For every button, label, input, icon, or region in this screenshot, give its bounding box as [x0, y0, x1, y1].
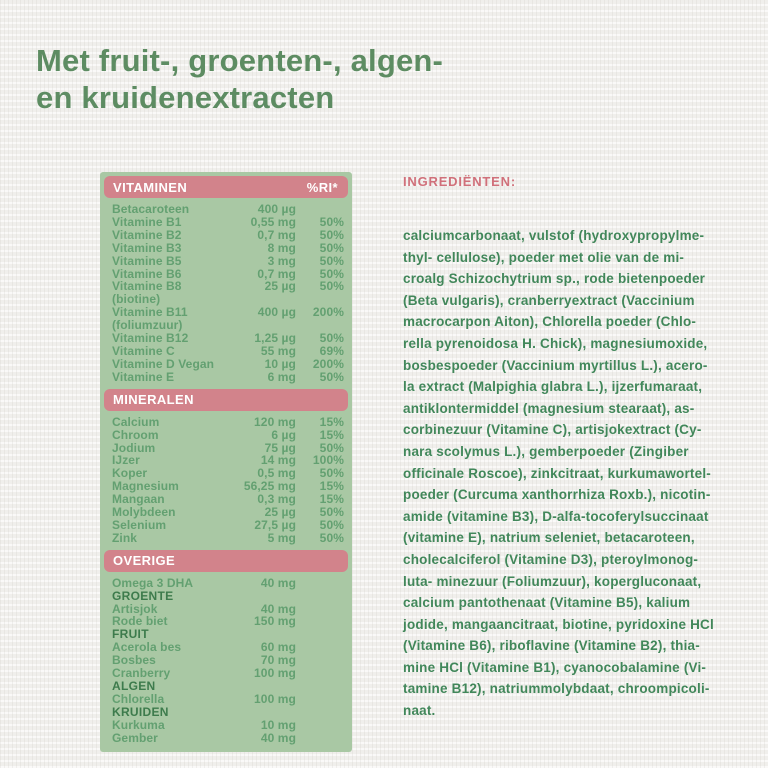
row-amount: 25 µg: [264, 505, 296, 520]
row-amount: 6 mg: [267, 369, 296, 384]
ingredients-line: luta- minezuur (Foliumzuur), kopergluconaat,: [403, 573, 702, 589]
row-amount: 40 mg: [260, 601, 296, 616]
row-amount: 0,3 mg: [257, 492, 296, 507]
row-name: Vitamine B11 (foliumzuur): [112, 305, 188, 333]
row-ri: [296, 203, 344, 216]
row-name: Cranberry: [112, 666, 171, 681]
section-header-vitaminen: [104, 176, 348, 198]
row-amount: 120 mg: [254, 414, 296, 429]
row-ri: 50%: [319, 505, 344, 520]
table-subheader-row: [100, 590, 352, 603]
table-row: [100, 216, 352, 229]
row-ri: [296, 667, 344, 680]
row-ri: 50%: [319, 227, 344, 242]
row-ri: 50%: [319, 517, 344, 532]
row-name: Rode biet: [112, 614, 168, 629]
row-amount: 25 µg: [264, 279, 296, 294]
table-row: [100, 203, 352, 216]
section-rows: [100, 572, 352, 748]
row-ri: 200%: [312, 305, 344, 320]
row-name: Koper: [112, 466, 148, 481]
row-amount: [216, 590, 296, 603]
row-name: GROENTE: [112, 588, 174, 603]
row-name: Vitamine B3: [112, 240, 182, 255]
row-ri: [296, 719, 344, 732]
row-amount: 400 µg: [257, 305, 296, 320]
row-amount: 60 mg: [260, 640, 296, 655]
row-ri: 50%: [319, 214, 344, 229]
row-ri: 50%: [319, 530, 344, 545]
row-ri: [296, 706, 344, 719]
table-row: [100, 242, 352, 255]
section-header-mineralen: [104, 389, 348, 411]
ingredients-line: (Beta vulgaris), cranberryextract (Vaccinium: [403, 292, 695, 308]
ingredients-line: mine HCl (Vitamine B1), cyanocobalamine (Vi-: [403, 659, 707, 675]
table-row: [100, 429, 352, 442]
ingredients-line: jodide, mangaancitraat, biotine, pyridoxine HCl: [403, 616, 714, 632]
table-row: [100, 255, 352, 268]
row-amount: 0,55 mg: [250, 214, 296, 229]
row-amount: [216, 706, 296, 719]
section-rows: [100, 411, 352, 548]
table-row: [100, 280, 352, 306]
row-ri: 50%: [319, 466, 344, 481]
ingredients-line: bosbespoeder (Vaccinium myrtillus L.), acero-: [403, 357, 708, 373]
table-row: [100, 416, 352, 429]
table-row: [100, 371, 352, 384]
row-ri: [296, 680, 344, 693]
table-row: [100, 229, 352, 242]
section-rows: [100, 198, 352, 387]
ingredients-line: thyl- cellulose), poeder met olie van de mi-: [403, 249, 685, 265]
section-header-label: VITAMINEN: [113, 179, 188, 195]
ingredients-line: macrocarpon Aiton), Chlorella poeder (Chlo-: [403, 314, 697, 330]
row-name: Bosbes: [112, 653, 156, 668]
row-name: Magnesium: [112, 479, 179, 494]
row-ri: [296, 693, 344, 706]
row-ri: 50%: [319, 253, 344, 268]
row-ri: 50%: [319, 440, 344, 455]
row-amount: 40 mg: [260, 575, 296, 590]
table-subheader-row: [100, 706, 352, 719]
table-row: [100, 693, 352, 706]
table-row: [100, 506, 352, 519]
page-title-line-2: en kruidenextracten: [36, 80, 335, 115]
row-name: Jodium: [112, 440, 156, 455]
page-title: [36, 42, 443, 116]
row-ri: 50%: [319, 279, 344, 294]
row-ri: [296, 654, 344, 667]
table-row: [100, 345, 352, 358]
row-name: Acerola bes: [112, 640, 182, 655]
ingredients-line: (Vitamine B6), riboflavine (Vitamine B2), thia-: [403, 638, 700, 654]
ingredients-heading: INGREDIËNTEN:: [403, 174, 516, 189]
section-header-label: MINERALEN: [113, 392, 194, 408]
row-ri: [296, 628, 344, 641]
row-amount: 0,5 mg: [257, 466, 296, 481]
row-amount: 10 µg: [264, 356, 296, 371]
row-name: Betacaroteen: [112, 202, 190, 216]
row-amount: 100 mg: [254, 666, 296, 681]
row-ri: [296, 615, 344, 628]
row-name: Vitamine C: [112, 343, 175, 358]
table-row: [100, 306, 352, 332]
row-amount: 1,25 µg: [254, 331, 296, 346]
row-ri: [296, 577, 344, 590]
table-row: [100, 719, 352, 732]
row-name: Chlorella: [112, 691, 165, 706]
ingredients-line: (vitamine E), natrium seleniet, betacaroteen,: [403, 530, 695, 546]
row-name: Zink: [112, 530, 138, 545]
row-amount: 5 mg: [267, 530, 296, 545]
row-name: KRUIDEN: [112, 704, 169, 719]
row-amount: 8 mg: [267, 240, 296, 255]
ingredients-line: tamine B12), natriummolybdaat, chroompicoli-: [403, 681, 710, 697]
row-ri: 50%: [319, 331, 344, 346]
ingredients-line: croalg Schizochytrium sp., rode bietenpoeder: [403, 271, 706, 287]
table-row: [100, 577, 352, 590]
table-subheader-row: [100, 680, 352, 693]
row-name: Artisjok: [112, 601, 158, 616]
row-ri: 15%: [319, 492, 344, 507]
row-name: Vitamine B8 (biotine): [112, 279, 182, 307]
row-amount: 70 mg: [260, 653, 296, 668]
ingredients-line: cholecalciferol (Vitamine D3), pteroylmonog-: [403, 551, 699, 567]
table-row: [100, 358, 352, 371]
row-name: ALGEN: [112, 679, 156, 693]
row-amount: 55 mg: [260, 343, 296, 358]
row-name: Vitamine B6: [112, 266, 182, 281]
row-name: Vitamine B12: [112, 331, 189, 346]
row-name: FRUIT: [112, 627, 149, 642]
table-row: [100, 732, 352, 745]
row-ri: 15%: [319, 414, 344, 429]
row-name: Molybdeen: [112, 505, 176, 520]
row-amount: 27,5 µg: [254, 517, 296, 532]
ingredients-text: [403, 225, 725, 722]
ingredients-line: antiklontermiddel (magnesium stearaat), as-: [403, 400, 695, 416]
row-name: Vitamine E: [112, 369, 175, 384]
row-name: Vitamine B2: [112, 227, 182, 242]
row-name: Omega 3 DHA: [112, 575, 194, 590]
row-ri: [296, 732, 344, 745]
row-ri: 69%: [319, 343, 344, 358]
ingredients-line: naat.: [403, 703, 436, 719]
row-amount: 10 mg: [260, 717, 296, 732]
row-amount: [216, 680, 296, 693]
page-title-line-1: Met fruit-, groenten-, algen-: [36, 43, 444, 78]
row-ri: 100%: [312, 453, 344, 468]
row-name: Mangaan: [112, 492, 165, 507]
ingredients-line: corbinezuur (Vitamine C), artisjokextract (Cy-: [403, 422, 702, 438]
row-amount: 0,7 mg: [257, 266, 296, 281]
ingredients-line: calcium pantothenaat (Vitamine B5), kalium: [403, 595, 691, 611]
supplement-table: [100, 172, 352, 752]
ingredients-line: calciumcarbonaat, vulstof (hydroxypropylme-: [403, 228, 705, 243]
ri-column-header: %RI*: [306, 179, 338, 195]
table-row: [100, 519, 352, 532]
row-amount: 100 mg: [254, 691, 296, 706]
row-amount: 0,7 mg: [257, 227, 296, 242]
ingredients-line: poeder (Curcuma xanthorrhiza Roxb.), nicotin-: [403, 487, 711, 503]
row-ri: [296, 590, 344, 603]
row-ri: 15%: [319, 479, 344, 494]
ingredients-line: officinale Roscoe), zinkcitraat, kurkumawortel-: [403, 465, 711, 481]
row-name: IJzer: [112, 453, 140, 468]
row-amount: 150 mg: [254, 614, 296, 629]
ingredients-line: la extract (Malpighia glabra L.), ijzerfumaraat,: [403, 379, 703, 395]
row-name: Vitamine D Vegan: [112, 356, 215, 371]
row-ri: 50%: [319, 369, 344, 384]
ingredients-line: nara scolymus L.), gemberpoeder (Zingiber: [403, 443, 689, 459]
row-ri: [296, 603, 344, 616]
row-ri: 50%: [319, 266, 344, 281]
row-ri: 50%: [319, 240, 344, 255]
row-name: Kurkuma: [112, 717, 165, 732]
ingredients-line: amide (vitamine B3), D-alfa-tocoferylsuccinaat: [403, 508, 709, 524]
row-amount: 40 mg: [260, 730, 296, 745]
section-header-label: OVERIGE: [113, 553, 176, 569]
row-amount: 14 mg: [260, 453, 296, 468]
row-amount: 56,25 mg: [243, 479, 296, 494]
row-name: Selenium: [112, 517, 167, 532]
row-name: Vitamine B5: [112, 253, 182, 268]
row-amount: 6 µg: [271, 427, 296, 442]
row-name: Vitamine B1: [112, 214, 182, 229]
row-amount: 3 mg: [267, 253, 296, 268]
table-row: [100, 532, 352, 545]
row-ri: 15%: [319, 427, 344, 442]
ingredients-line: rella pyrenoidosa H. Chick), magnesiumoxide,: [403, 335, 708, 351]
row-name: Chroom: [112, 427, 159, 442]
row-ri: 200%: [312, 356, 344, 371]
row-ri: [296, 641, 344, 654]
row-name: Calcium: [112, 414, 160, 429]
section-header-overige: [104, 550, 348, 572]
row-amount: 75 µg: [264, 440, 296, 455]
row-name: Gember: [112, 730, 158, 745]
row-amount: 400 µg: [257, 202, 296, 216]
